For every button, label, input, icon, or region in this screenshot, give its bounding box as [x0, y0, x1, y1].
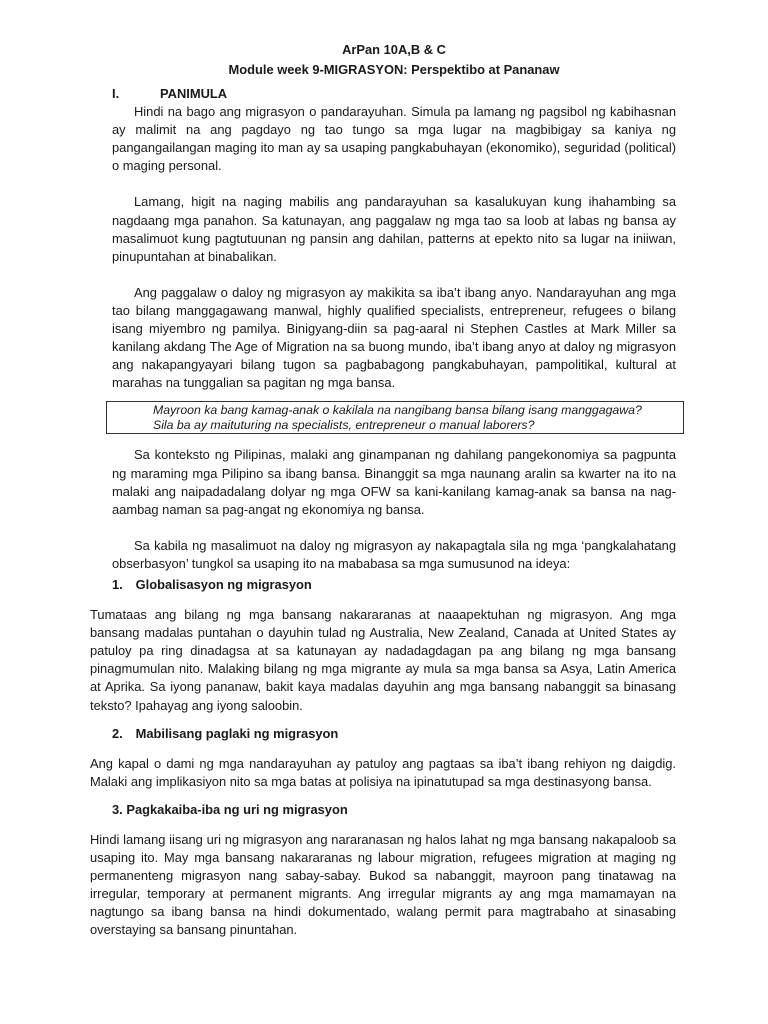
intro-paragraph-4: Sa konteksto ng Pilipinas, malaki ang ginampanan ng dahilang pangekonomiya sa pagpunta ng maraming mga Pilipino sa ibang bansa. Binanggit sa mga naunang aralin sa kwarter na ito na malaki ang naipadadalang dolyar ng mga OFW sa kani-kanilang kamag-anak sa bansa na nag-aambag naman sa pag-angat ng ekonomiya ng bansa.: [112, 447, 676, 517]
section-title: PANIMULA: [160, 86, 228, 101]
question-line-1: Mayroon ka bang kamag-anak o kakilala na nangibang bansa bilang isang manggagawa?: [153, 403, 642, 418]
item-text-1: Tumataas ang bilang ng mga bansang nakararanas at naaapektuhan ng migrasyon. Ang mga bansang madalas puntahan o dayuhin tulad ng Australia, New Zealand, Canada at United States ay patuloy pa ring dinadagsa at sa katunayan ay nadadagdagan pa ang bilang ng mga bansang pinagmumulan nito. Malaking bilang ng mga migrante ay mula sa mga bansa sa Asya, Latin America at Aprika. Sa iyong pananaw, bakit kaya madalas dayuhin ang mga bansang nabanggit sa binasang teksto? Ipahayag ang iyong saloobin.: [90, 607, 676, 713]
intro-paragraph-1: Hindi na bago ang migrasyon o pandarayuhan. Simula pa lamang ng pagsibol ng kabihasnan ay malimit na ang pagdayo ng tao tungo sa mga lugar na magbibigay sa kaniya ng pangangailangan maging ito man ay sa usaping pangkabuhayan (ekonomiko), seguridad (political) o maging personal.: [112, 104, 676, 174]
item-text-2: Ang kapal o dami ng mga nandarayuhan ay patuloy ang pagtaas sa iba’t ibang rehiyon ng daigdig. Malaki ang implikasiyon nito sa mga batas at polisiya na ipinatutupad sa mga destinasyong bansa.: [90, 755, 676, 789]
item-number: 1.: [112, 576, 123, 592]
question-box: [106, 401, 684, 434]
intro-paragraph-2: Lamang, higit na naging mabilis ang pandarayuhan sa kasalukuyan kung ihahambing sa nagdaang mga panahon. Sa katunayan, ang paggalaw ng mga tao sa loob at labas ng bansa ay masalimuot kung pagtutuunan ng pansin ang dahilan, patterns at epekto nito sa lugar na iniiwan, pinupuntahan at binabalikan.: [112, 194, 676, 264]
section-heading: [112, 85, 676, 103]
item-title: Pagkakaiba-iba ng uri ng migrasyon: [126, 801, 348, 817]
document-subtitle: Module week 9-MIGRASYON: Perspektibo at Pananaw: [228, 62, 560, 77]
item-number: 3.: [112, 801, 123, 817]
document-title: ArPan 10A,B & C: [342, 42, 446, 57]
item-heading-3: [112, 801, 676, 819]
question-line-2: Sila ba ay maituturing na specialists, entrepreneur o manual laborers?: [153, 417, 535, 432]
item-heading-1: [112, 576, 676, 594]
section-number: I.: [112, 86, 120, 101]
intro-paragraph-3: Ang paggalaw o daloy ng migrasyon ay makikita sa iba’t ibang anyo. Nandarayuhan ang mga tao bilang manggagawang manwal, highly qualified specialists, entrepreneur, refugees o bilang isang miyembro ng pamilya. Binigyang-diin sa pag-aaral ni Stephen Castles at Mark Miller sa kanilang akdang The Age of Migration na sa buong mundo, iba’t ibang anyo at daloy ng migrasyon ang nakapangyayari bilang tugon sa pagbabagong pangkabuhayan, pampolitikal, kultural at marahas na tunggalian sa pagitan ng mga bansa.: [112, 284, 676, 391]
item-text-3: Hindi lamang iisang uri ng migrasyon ang nararanasan ng halos lahat ng mga bansang nakapaloob sa usaping ito. May mga bansang nakararanas ng labour migration, refugees migration at maging ng permanenteng migrasyon nang sabay-sabay. Bukod sa nabanggit, mayroon pang tinatawag na irregular, temporary at permanent migrants. Ang irregular migrants ay ang mga mamamayan na nagtungo sa ibang bansa na hindi dokumentado, walang permit para magtrabaho at sinasabing overstaying sa bansang pinuntahan.: [90, 832, 676, 938]
item-title: Globalisasyon ng migrasyon: [135, 576, 312, 592]
item-title: Mabilisang paglaki ng migrasyon: [135, 725, 339, 741]
intro-paragraph-5: Sa kabila ng masalimuot na daloy ng migrasyon ay nakapagtala sila ng mga ‘pangkalahatang obserbasyon’ tungkol sa usaping ito na mababasa sa mga sumusunod na ideya:: [112, 537, 676, 571]
item-number: 2.: [112, 725, 123, 741]
item-heading-2: [112, 725, 676, 743]
